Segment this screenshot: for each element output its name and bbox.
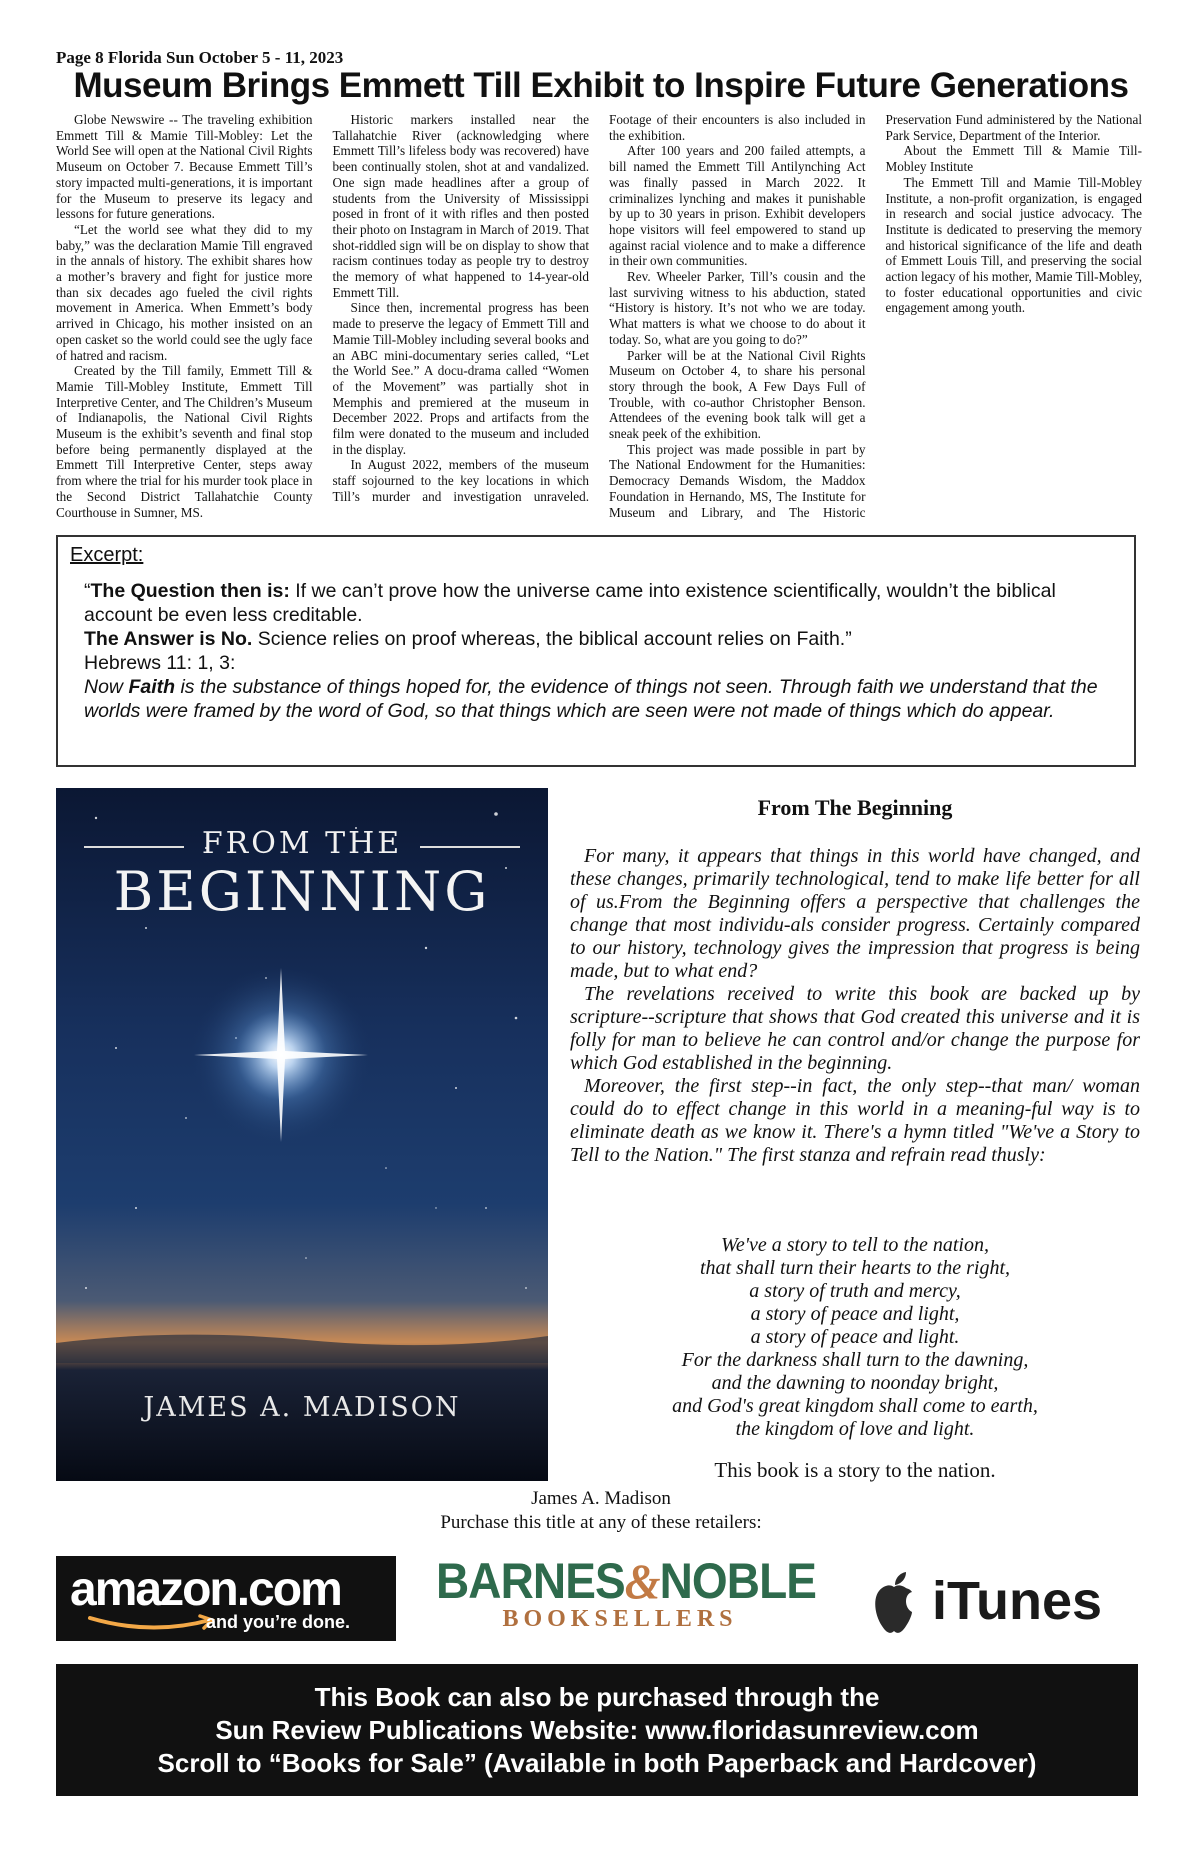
excerpt-verse-post: is the substance of things hoped for, the evidence of things not seen. Through faith we understand that the worlds were framed by the word of God, so that things which are seen were not made of things which do appear. [84,676,1098,722]
article-paragraph: Historic markers installed near the Tallahatchie River (acknowledging where Emmett Till’s lifeless body was recovered) have been continually stolen, shot at and vandalized. One sign made headlines after a group of students from the University of Mississippi posed in front of it with rifles and then posted their photo on Instagram in March of 2019. That shot-riddled sign will be on display to show that racism continues today as people try to destroy the memory of what happened to 14-year-old Emmett Till. [332,112,589,300]
excerpt-title: Excerpt: [70,544,144,566]
page-header: Page 8 Florida Sun October 5 - 11, 2023 [56,48,344,67]
itunes-logo-link[interactable] [856,1564,1146,1639]
blurb-text [570,845,1140,1167]
article-paragraph: After 100 years and 200 failed attempts, a bill named the Emmett Till Antilynching Act was finally passed in March 2022. It criminalizes lynching and makes it punishable by up to 30 years in prison. Exhibit developers hope visitors will feel empowered to stand up against racial violence and to make a difference in their own communities. [609,143,866,269]
excerpt-question-label: The Question then is: [90,580,290,602]
banner-line: Sun Review Publications Website: www.floridasunreview.com [215,1715,979,1745]
hymn-stanza [570,1234,1140,1441]
author-name: James A. Madison [531,1488,671,1509]
bn-part2: NOBLE [659,1553,817,1609]
cover-title-line1: FROM THE [201,826,403,861]
purchase-instructions: Purchase this title at any of these retailers: [440,1512,762,1533]
excerpt-answer-text: Science relies on proof whereas, the biblical account relies on Faith.” [252,628,852,650]
poem-line: a story of peace and light, [750,1303,960,1325]
excerpt-answer-label: The Answer is No. [84,628,253,650]
cover-title-line2: BEGINNING [113,860,491,923]
poem-line: a story of peace and light. [750,1326,960,1348]
blurb-title: From The Beginning [757,795,953,820]
excerpt-box [56,535,1136,767]
blurb-paragraph: For many, it appears that things in this world have changed, and these changes, primarily technological, tend to make life better for all of us.From the Beginning offers a perspective that challenges the change that most individu-als consider progress. Certainly compared to our history, technology gives the impression that progress is being made, but to what end? [570,845,1140,982]
excerpt-reference: Hebrews 11: 1, 3: [84,652,236,674]
poem-line: that shall turn their hearts to the right, [699,1257,1010,1279]
bn-wordmark [436,1552,817,1610]
poem-line: and God's great kingdom shall come to earth, [672,1395,1038,1417]
blurb-paragraph: The revelations received to write this book are backed up by scripture--scripture that shows that God created this universe and it is folly for man to believe he can control and/or change the purpose for which God established in the beginning. [570,983,1140,1074]
poem-line: a story of truth and mercy, [749,1280,961,1302]
barnes-noble-logo-link[interactable] [420,1552,820,1647]
excerpt-verse-bold: Faith [128,676,176,698]
excerpt-answer [70,627,1122,651]
poem-line: We've a story to tell to the nation, [721,1234,989,1256]
article-paragraph: Globe Newswire -- The traveling exhibition Emmett Till & Mamie Till-Mobley: Let the World See will open at the National Civil Rights Museum on October 7. Because Emmett Till’s story impacted multi-generations, it is important for the Museum to preserve its legacy and lessons for future generations. [56,112,313,222]
article-paragraph: Parker will be at the National Civil Rights Museum on October 4, to share his personal story through the book, A Few Days Full of Trouble, with co-author Christopher Benson. Attendees of the evening book talk will get a sneak peek of the exhibition. [609,347,866,442]
excerpt-question [70,579,1122,627]
article-paragraph: Rev. Wheeler Parker, Till’s cousin and the last surviving witness to his abduction, stated “History is history. It’s not who we are today. What matters is what we choose to do about it today. So, what are you going to do?” [609,269,866,347]
article-headline: Museum Brings Emmett Till Exhibit to Inspire Future Generations [73,66,1129,105]
amazon-smile-icon [86,1614,216,1634]
apple-icon [862,1568,926,1640]
cover-author: JAMES A. MADISON [143,1392,461,1423]
poem-line: and the dawning to noonday bright, [711,1372,999,1394]
blurb-tagline: This book is a story to the nation. [714,1458,996,1482]
article-body [56,112,1142,530]
amazon-slogan: and you’re done. [206,1612,351,1632]
article-paragraph: About the Emmett Till & Mamie Till-Mobley Institute [885,143,1142,175]
excerpt-verse [70,675,1122,723]
itunes-wordmark: iTunes [932,1571,1103,1631]
bn-booksellers: BOOKSELLERS [502,1606,738,1632]
bn-part1: BARNES [436,1553,625,1609]
excerpt-verse-pre: Now [84,676,129,698]
banner-line: This Book can also be purchased through the [314,1682,880,1712]
excerpt-open-quote: “ [84,580,91,602]
article-paragraph: Since then, incremental progress has been made to preserve the legacy of Emmett Till and Mamie Till-Mobley including several books and an ABC mini-documentary series called, “Let the World See.” A docu-drama called “Women of the Movement” was partially shot in Memphis and premiered at the museum in December 2022. Props and artifacts from the film were donated to the museum and included in the display. [332,300,589,457]
article-paragraph: “Let the world see what they did to my baby,” was the declaration Mamie Till engraved in the annals of history. The exhibit shares how a mother’s bravery and fight for justice more than six decades ago fueled the civil rights movement in America. When Emmett’s body arrived in Chicago, his mother insisted on an open casket so the world could see the ugly face of hatred and racism. [56,221,313,363]
excerpt-question-text: If we can’t prove how the universe came into existence scientifically, wouldn’t the biblical account be even less creditable. [84,580,1056,626]
poem-line: For the darkness shall turn to the dawning, [681,1349,1029,1371]
purchase-banner [56,1664,1138,1796]
amazon-wordmark: amazon.com [70,1563,341,1616]
poem-line: the kingdom of love and light. [735,1418,975,1440]
article-paragraph: This project was made possible in part by The National Endowment for the Humanities: Democracy Demands Wisdom, the Maddox Foundation in Hernando, MS, The Institute for Museum and Library, and The Historic Preservation Fund administered by the National Park Service, Department of the Interior. [609,112,1142,520]
article-paragraph: The Emmett Till and Mamie Till-Mobley Institute, a non-profit organization, is engaged in research and social justice advocacy. The Institute is dedicated to preserving the memory and historical significance of the life and death of Emmett Louis Till, and preserving the social action legacy of his mother, Mamie Till-Mobley, to foster educational opportunities and civic engagement among youth. [885,174,1142,316]
article-paragraph: Created by the Till family, Emmett Till & Mamie Till-Mobley Institute, Emmett Till Interpretive Center, and The Children’s Museum of Indianapolis, the National Civil Rights Museum is the exhibit’s seventh and final stop before being permanently displayed at the Emmett Till Interpretive Center, steps away from where the trial for his murder took place in the Second District Tallahatchie County Courthouse in Sumner, MS. [56,363,313,520]
bn-ampersand: & [624,1553,660,1609]
article-paragraph: In August 2022, members of the museum staff sojourned to the key locations in which Till’s murder and investigation unraveled. Footage of their encounters is also included in the exhibition. [332,112,866,504]
amazon-logo-link[interactable] [56,1556,396,1641]
book-cover-image [56,788,548,1481]
blurb-paragraph: Moreover, the first step--in fact, the only step--that man/ woman could do to effect change in this world in a meaning-ful way is to eliminate death as we know it. There's a hymn titled "We've a Story to Tell to the Nation." The first stanza and refrain read thusly: [570,1075,1140,1166]
banner-line: Scroll to “Books for Sale” (Available in both Paperback and Hardcover) [157,1748,1037,1778]
